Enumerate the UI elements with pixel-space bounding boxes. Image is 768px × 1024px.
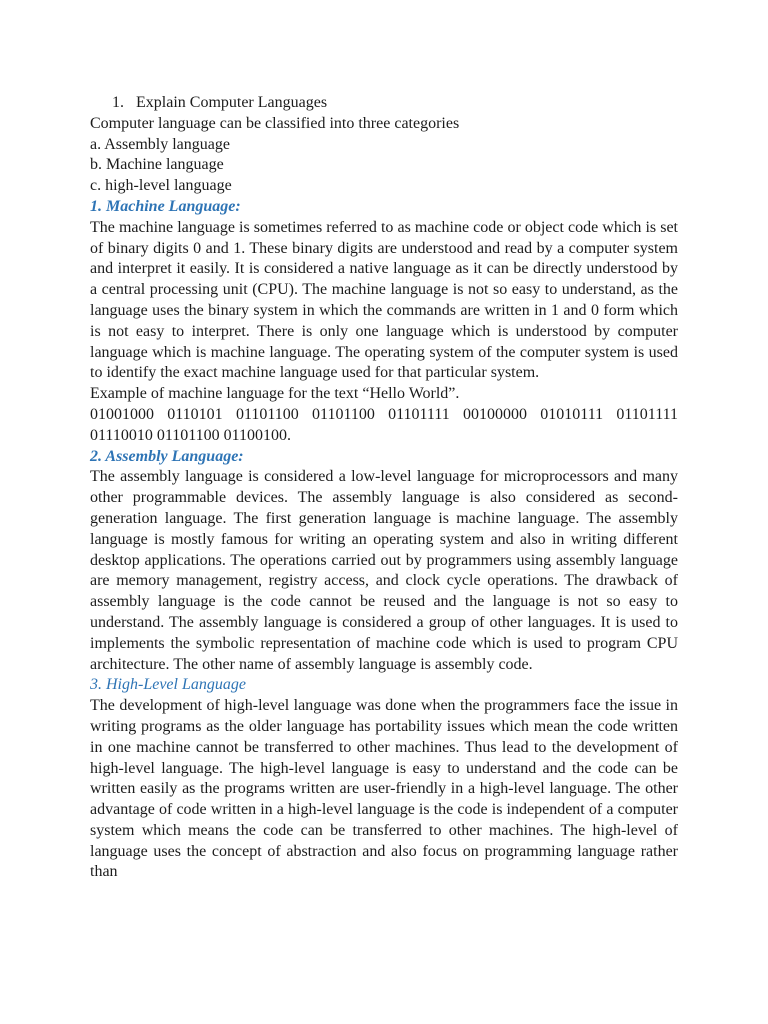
example-binary-code: 01001000 0110101 01101100 01101100 01101111 00100000 01010111 01101111 01110010 01101100 01100100.: [90, 405, 678, 444]
intro-text: Computer language can be classified into three categories: [90, 114, 460, 132]
section-paragraph-high-level-language: The development of high-level language was done when the programmers face the issue in writing programs as the older language has portability issues which mean the code written in one machine cannot be transferred to other machines. Thus lead to the development of high-level language. The high-level language is easy to understand and the code can be written easily as the programs written are user-friendly in a high-level language. The other advantage of code written in a high-level language is the code is independent of a computer system which means the code can be transferred to other machines. The high-level of language uses the concept of abstraction and also focus on programming language rather than: [90, 697, 678, 881]
category-item: a. Assembly language: [90, 135, 230, 153]
section-heading-high-level-language: 3. High-Level Language: [90, 676, 246, 694]
example-label: Example of machine language for the text “Hello World”.: [90, 385, 460, 403]
question-number: 1.: [112, 94, 124, 111]
section-heading-assembly-language: 2. Assembly Language:: [90, 447, 244, 465]
question-heading: [90, 93, 678, 114]
category-item: b. Machine language: [90, 156, 224, 174]
category-item: c. high-level language: [90, 177, 232, 195]
section-paragraph-assembly-language: The assembly language is considered a low-level language for microprocessors and many other programmable devices. The assembly language is also considered as second-generation language. The first generation language is machine language. The assembly language is mostly famous for writing an operating system and also in writing different desktop applications. The operations carried out by programmers using assembly language are memory management, registry access, and clock cycle operations. The drawback of assembly language is the code cannot be reused and the language is not so easy to understand. The assembly language is considered a group of other languages. It is used to implements the symbolic representation of machine code which is used to program CPU architecture. The other name of assembly language is assembly code.: [90, 468, 678, 673]
section-heading-machine-language: 1. Machine Language:: [90, 197, 241, 215]
question-text: Explain Computer Languages: [136, 94, 328, 111]
section-paragraph-machine-language: The machine language is sometimes referred to as machine code or object code which is set of binary digits 0 and 1. These binary digits are understood and read by a computer system and interpret it easily. It is considered a native language as it can be directly understood by a central processing unit (CPU). The machine language is not so easy to understand, as the language uses the binary system in which the commands are written in 1 and 0 form which is not easy to interpret. There is only one language which is understood by computer language which is machine language. The operating system of the computer system is used to identify the exact machine language used for that particular system.: [90, 218, 678, 382]
document-page: [90, 93, 678, 883]
